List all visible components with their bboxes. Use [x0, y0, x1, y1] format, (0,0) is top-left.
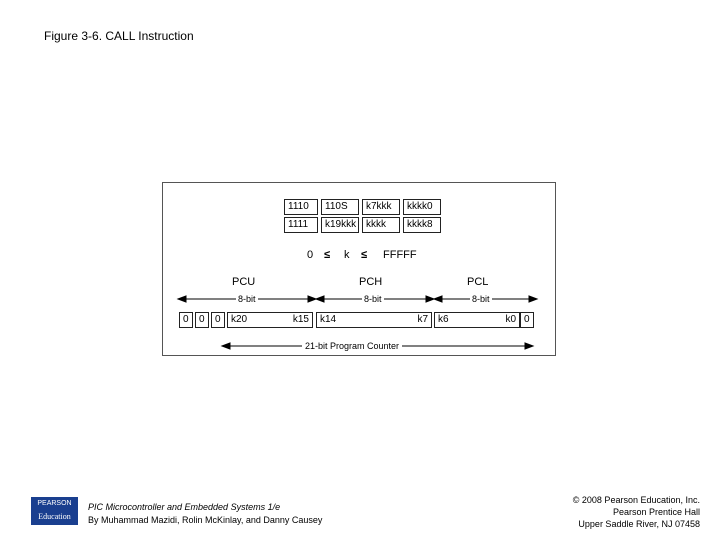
range-le-symbol: ≤	[361, 249, 368, 261]
pc-cell: 0	[520, 312, 534, 328]
register-label-pcl: PCL	[467, 276, 489, 288]
logo-line2: Education	[38, 512, 71, 521]
pc-cell: 0	[211, 312, 225, 328]
pcl-bit-width: 8-bit	[472, 294, 490, 304]
book-credit	[88, 501, 322, 527]
address-line: Upper Saddle River, NJ 07458	[578, 519, 700, 529]
book-authors: By Muhammad Mazidi, Rolin McKinlay, and Danny Causey	[88, 515, 323, 525]
operand-cell: kkkk	[362, 217, 400, 233]
register-label-pch: PCH	[359, 276, 383, 288]
arrowhead-right-icon	[529, 296, 537, 302]
program-counter-label: 21-bit Program Counter	[302, 341, 402, 351]
pc-bit-k6: k6	[438, 314, 449, 325]
opcode-cell: 1111	[284, 217, 318, 233]
pc-cell-pcl	[434, 312, 520, 328]
publisher-credit	[573, 494, 700, 530]
range-high: FFFFF	[383, 249, 417, 261]
range-le-symbol: ≤	[324, 249, 331, 261]
range-variable: k	[344, 249, 350, 261]
pc-cell: 0	[179, 312, 193, 328]
pearson-logo	[31, 497, 78, 525]
pc-cell-pcu	[227, 312, 313, 328]
arrowhead-left-icon	[434, 296, 442, 302]
operand-cell: k7kkk	[362, 199, 400, 215]
arrowhead-left-icon	[316, 296, 324, 302]
opcode-cell: 110S	[321, 199, 359, 215]
operand-cell: k19kkk	[321, 217, 359, 233]
pc-bit-k14: k14	[320, 314, 337, 325]
publisher-line: Pearson Prentice Hall	[612, 507, 700, 517]
pc-bit-k7: k7	[417, 314, 428, 325]
copyright-line: © 2008 Pearson Education, Inc.	[572, 495, 700, 505]
operand-cell: kkkk8	[403, 217, 441, 233]
logo-line1: PEARSON	[37, 500, 72, 507]
pc-cell: 0	[195, 312, 209, 328]
opcode-cell: 1110	[284, 199, 318, 215]
register-label-pcu: PCU	[232, 276, 256, 288]
operand-cell: kkkk0	[403, 199, 441, 215]
pc-bit-k15: k15	[292, 314, 309, 325]
figure-title: Figure 3-6. CALL Instruction	[44, 29, 194, 43]
arrowhead-left-icon	[178, 296, 186, 302]
range-low: 0	[307, 249, 314, 261]
pc-bit-k0: k0	[505, 314, 516, 325]
arrowhead-right-icon	[525, 343, 533, 349]
arrowhead-left-icon	[222, 343, 230, 349]
pch-bit-width: 8-bit	[364, 294, 382, 304]
book-title: PIC Microcontroller and Embedded Systems 1/e	[88, 502, 281, 512]
pc-bit-k20: k20	[231, 314, 248, 325]
pcu-bit-width: 8-bit	[238, 294, 256, 304]
pc-cell-pch	[316, 312, 432, 328]
